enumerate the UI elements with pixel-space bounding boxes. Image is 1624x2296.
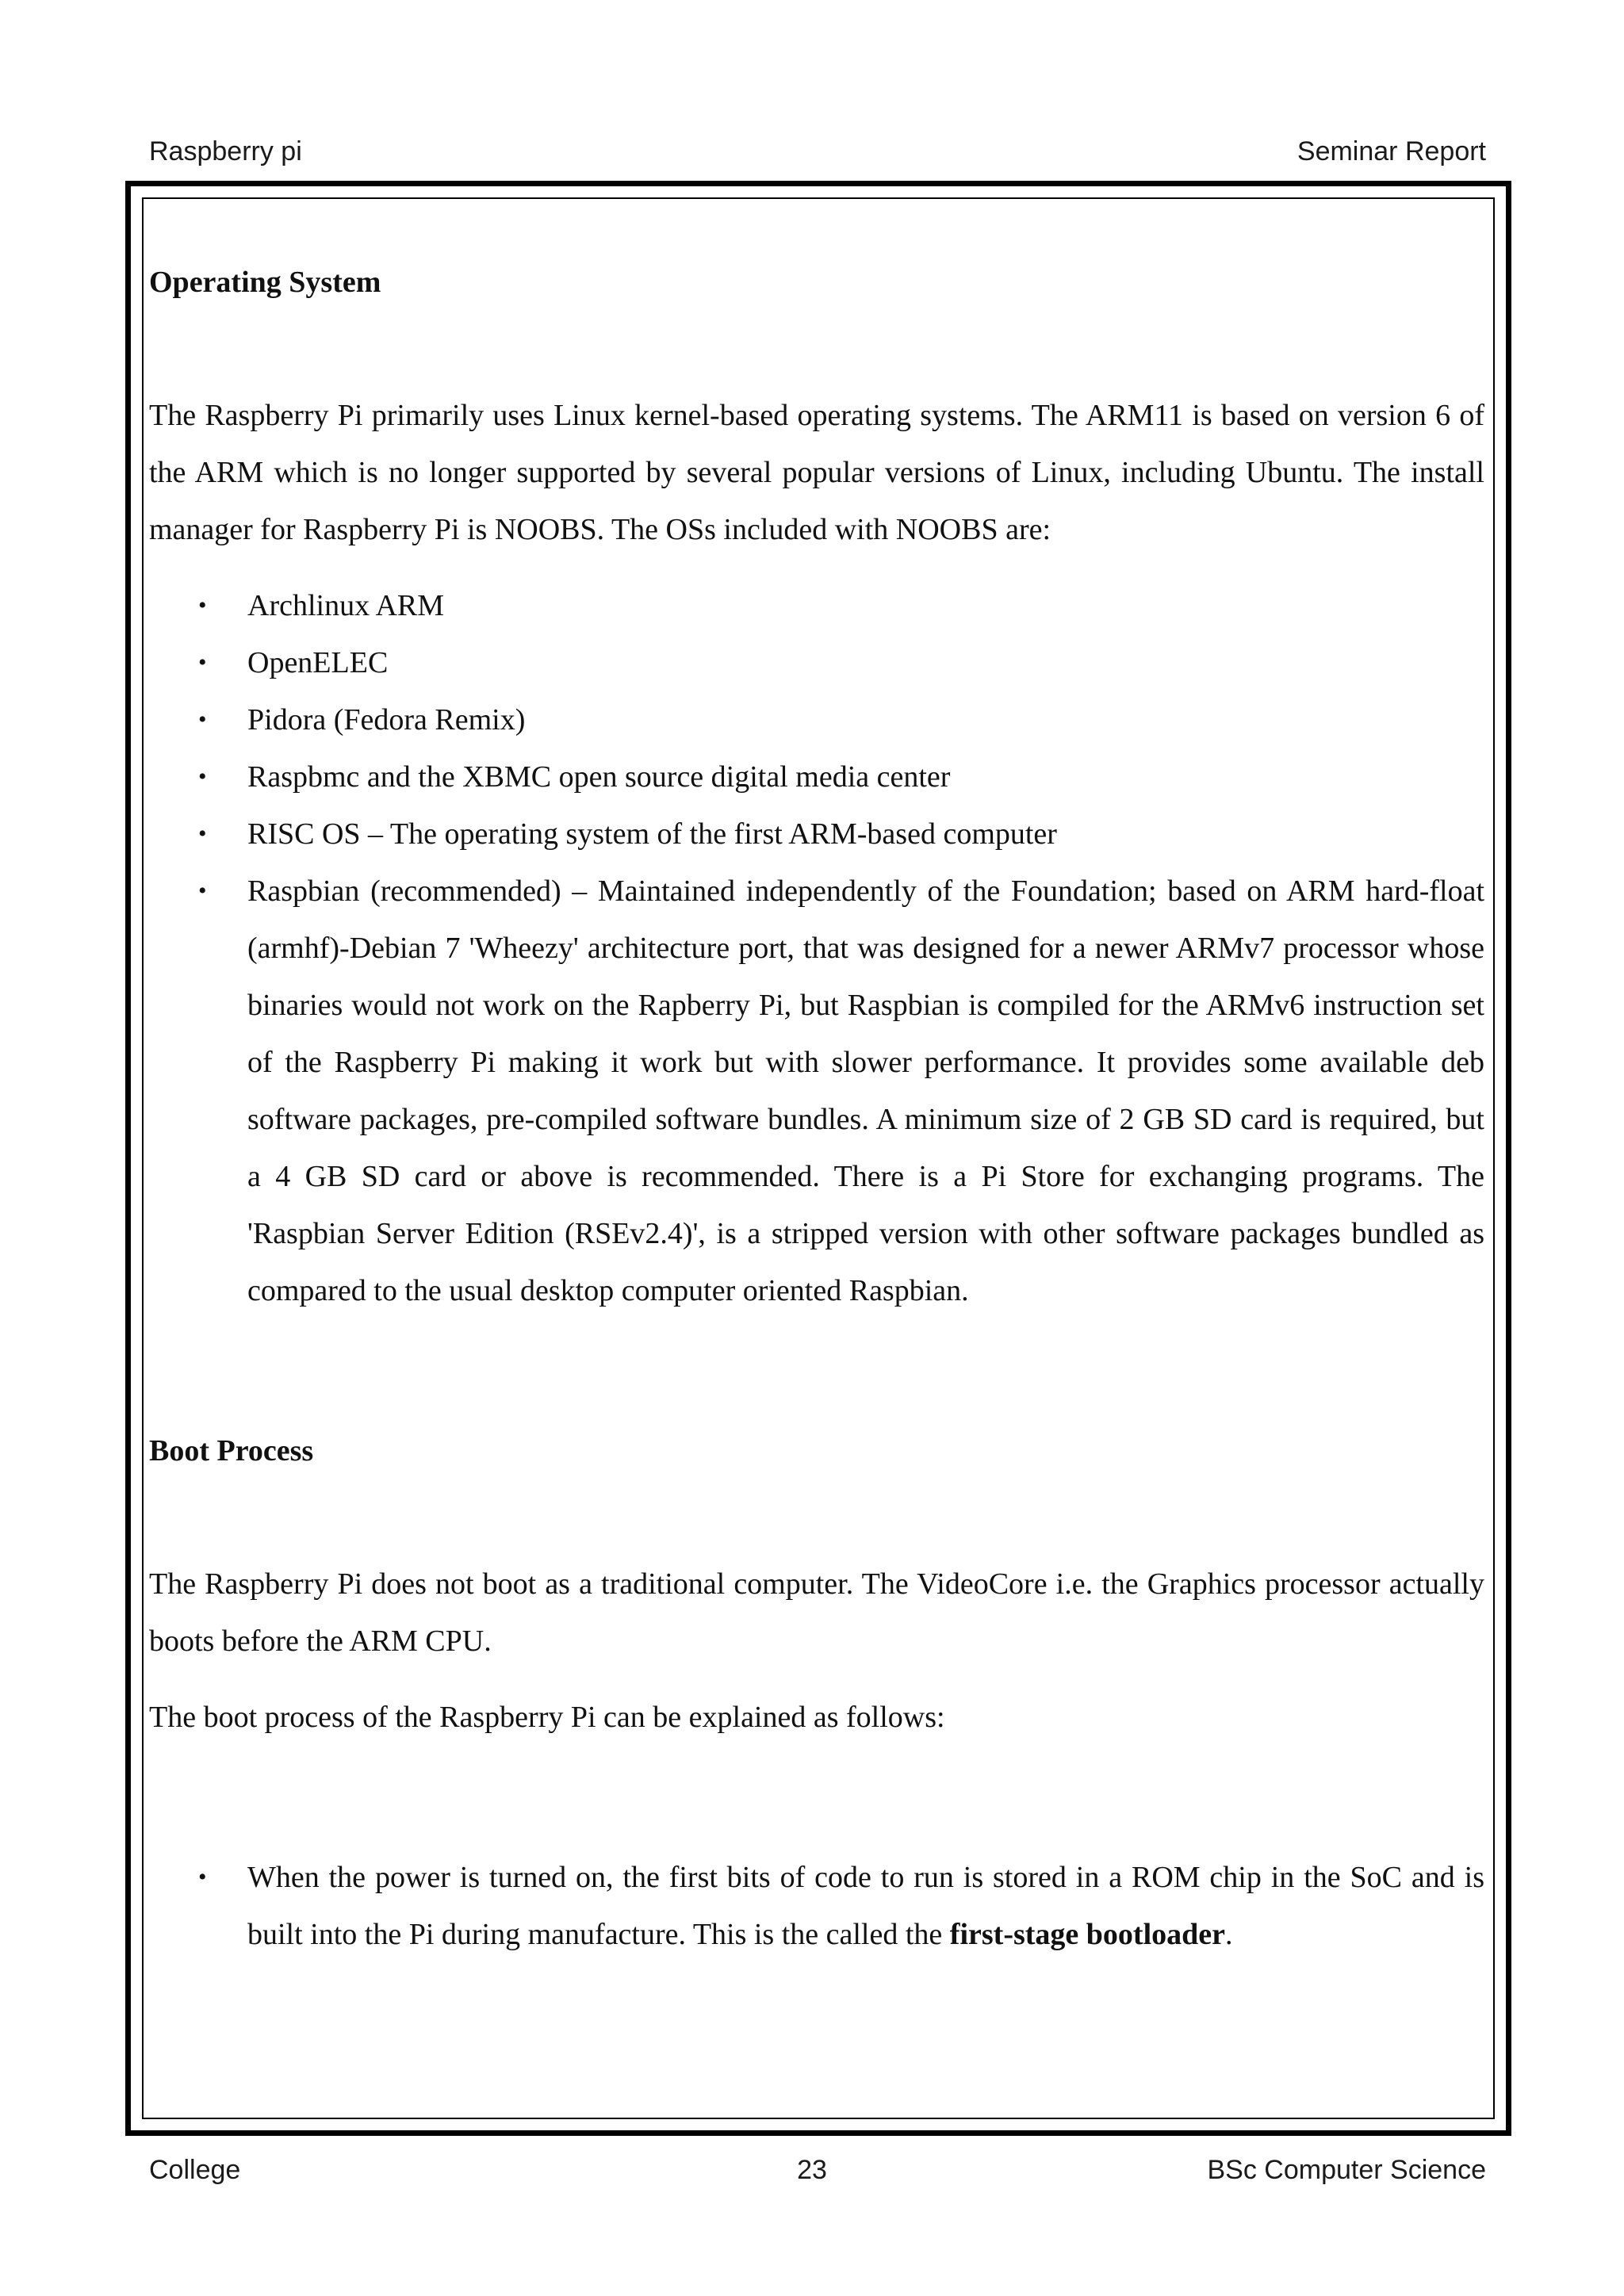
boot-paragraph-2: The boot process of the Raspberry Pi can be explained as follows: xyxy=(149,1701,945,1734)
os-list-item-text: Raspbmc and the XBMC open source digital media center xyxy=(247,760,951,794)
page-number: 23 xyxy=(797,2155,827,2185)
os-list-item xyxy=(149,863,1484,1319)
bullet-icon: • xyxy=(198,763,207,790)
boot-list-item-text: When the power is turned on, the first bits of code to run is stored in a ROM chip in the SoC and is built into the Pi during manufacture. This is the called the xyxy=(247,1861,1484,1951)
os-list-item-text: Raspbian (recommended) – Maintained independently of the Foundation; based on ARM hard-float (armhf)-Debian 7 'Wheezy' architecture port, that was designed for a newer ARMv7 processor whose binaries would not work on the Rapberry Pi, but Raspbian is compiled for the ARMv6 instruction set of the Raspberry Pi making it work but with slower performance. It provides some available deb software packages, pre-compiled software bundles. A minimum size of 2 GB SD card is required, but a 4 GB SD card or above is recommended. There is a Pi Store for exchanging programs. The 'Raspbian Server Edition (RSEv2.4)', is a stripped version with other software packages bundled as compared to the usual desktop computer oriented Raspbian. xyxy=(247,874,1484,1307)
first-stage-bootloader-term: first-stage bootloader xyxy=(949,1918,1225,1951)
os-list-item xyxy=(149,577,1484,634)
boot-list-item-end: . xyxy=(1225,1918,1233,1951)
running-header-title: Raspberry pi xyxy=(149,136,302,166)
footer-college: College xyxy=(149,2155,241,2185)
bullet-icon: • xyxy=(198,706,207,733)
os-list-item xyxy=(149,806,1484,863)
os-list-item xyxy=(149,691,1484,748)
section-heading-boot-process: Boot Process xyxy=(149,1434,314,1468)
boot-list xyxy=(149,1849,1484,1963)
os-list-item xyxy=(149,634,1484,691)
bullet-icon: • xyxy=(198,821,207,847)
os-list xyxy=(149,577,1484,1319)
page-content xyxy=(149,254,1484,1963)
bullet-icon: • xyxy=(198,878,207,904)
os-list-item-text: Archlinux ARM xyxy=(247,589,445,622)
os-list-item-text: OpenELEC xyxy=(247,646,389,679)
section-heading-operating-system: Operating System xyxy=(149,266,381,299)
bullet-icon: • xyxy=(198,592,207,618)
running-header-report-type: Seminar Report xyxy=(1297,136,1486,166)
boot-list-item xyxy=(149,1849,1484,1963)
os-intro-paragraph: The Raspberry Pi primarily uses Linux kernel-based operating systems. The ARM11 is based on version 6 of the ARM which is no longer supported by several popular versions of Linux, including Ubuntu. The install manager for Raspberry Pi is NOOBS. The OSs included with NOOBS are: xyxy=(149,399,1484,546)
os-list-item xyxy=(149,748,1484,806)
bullet-icon: • xyxy=(198,649,207,675)
boot-paragraph-1: The Raspberry Pi does not boot as a traditional computer. The VideoCore i.e. the Graphics processor actually boots before the ARM CPU. xyxy=(149,1567,1484,1658)
os-list-item-text: Pidora (Fedora Remix) xyxy=(247,703,526,737)
footer-course: BSc Computer Science xyxy=(1207,2155,1486,2185)
bullet-icon: • xyxy=(198,1864,207,1890)
os-list-item-text: RISC OS – The operating system of the first ARM-based computer xyxy=(247,817,1057,851)
